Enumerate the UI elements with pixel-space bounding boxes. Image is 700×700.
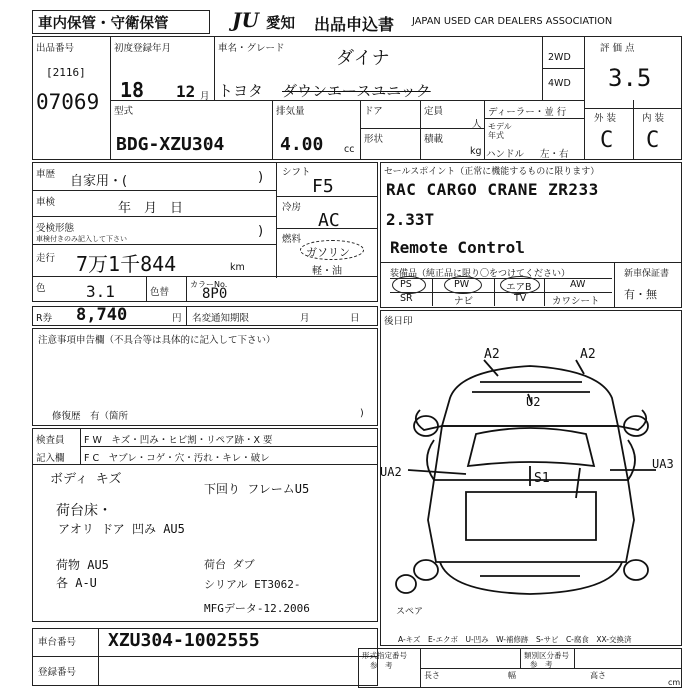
lot-bracket: [2116]	[46, 66, 86, 79]
cm-unit: cm	[668, 678, 681, 687]
door-label: ドア	[364, 106, 383, 117]
selling-point-1: RAC CARGO CRANE ZR233	[386, 180, 599, 199]
color-value: 3.1	[86, 282, 115, 301]
displacement-value: 4.00	[280, 134, 324, 155]
load-unit: kg	[470, 146, 482, 157]
class-no-sub: 参 考	[530, 660, 553, 669]
equip-leather: カワシート	[552, 296, 600, 307]
price-label: R券	[36, 313, 53, 324]
ps-circle	[392, 276, 426, 294]
remark-5: 各 A-U	[56, 576, 97, 590]
color-change-label: 色替	[150, 287, 170, 298]
repair-label: 修復歴 有（箇所	[52, 411, 129, 422]
month-unit: 月	[200, 91, 210, 102]
remark-2: 荷台床・	[56, 503, 112, 519]
equip-ps: PS	[400, 279, 412, 290]
price-value: 8,740	[76, 305, 128, 325]
length-label: 長さ	[424, 671, 440, 680]
association-label: JAPAN USED CAR DEALERS ASSOCIATION	[412, 16, 613, 27]
reg-year: 18	[120, 78, 145, 102]
mark-ua2: UA2	[380, 465, 402, 479]
remark-3: アオリ ドア 凹み AU5	[58, 522, 185, 536]
equip-pw: PW	[454, 279, 470, 290]
remark-6: 下回り フレームU5	[204, 482, 310, 496]
type-label: 型式	[114, 106, 134, 117]
shape-label: 形状	[364, 134, 384, 145]
mileage-value: 7万1千844	[76, 252, 177, 276]
cc-unit: cc	[344, 144, 355, 155]
inspector-label-2: 記入欄	[36, 453, 65, 464]
pw-circle	[444, 276, 482, 294]
chassis-label: 車台番号	[38, 637, 77, 648]
equipment-grid	[390, 278, 612, 306]
form-title: 出品申込書	[314, 15, 395, 34]
lot-number: 07069	[36, 90, 100, 114]
airbag-circle	[500, 276, 540, 294]
received-close: )	[258, 224, 264, 239]
mark-ua3: UA3	[652, 457, 674, 471]
rating-value: 3.5	[608, 64, 652, 92]
inspector-label: 検査員	[36, 435, 65, 446]
interior-grade: C	[646, 128, 660, 153]
inspector-codes-1: F W キズ・凹み・ヒビ割・リペア跡・X 要	[84, 435, 273, 446]
notes-label: 注意事項申告欄（不具合等は具体的に記入して下さい）	[38, 335, 276, 346]
shape-no-sub: 参 考	[370, 661, 393, 670]
warranty-options: 有・無	[624, 288, 657, 301]
remark-9: MFGデータ-12.2006	[204, 602, 310, 615]
equip-aw: AW	[570, 279, 586, 290]
reg-number-label: 登録番号	[38, 667, 77, 678]
reg-month: 12	[176, 82, 196, 101]
color-label: 色	[36, 283, 46, 294]
inspection-value: 年 月 日	[118, 201, 184, 216]
history-close: )	[258, 170, 264, 185]
mileage-unit: km	[230, 262, 245, 273]
equip-airbag: エアB	[506, 282, 532, 293]
received-label: 受検形態	[36, 223, 75, 234]
repair-close: )	[360, 408, 364, 419]
received-note: 車検付きのみ記入して下さい	[36, 235, 127, 243]
warranty-label: 新車保証書	[624, 269, 670, 279]
history-label: 車歴	[36, 169, 56, 180]
model-year-label-2: 年式	[488, 131, 504, 140]
capacity-label: 定員	[424, 106, 444, 117]
type-value: BDG-XZU304	[116, 134, 225, 155]
shift-label: シフト	[282, 167, 311, 178]
ac-value: AC	[318, 210, 340, 231]
class-no-label: 類別区分番号	[524, 651, 569, 660]
maker-name: トヨタ	[218, 82, 264, 100]
equip-sr: SR	[400, 293, 413, 304]
first-reg-label: 初度登録年月	[114, 43, 172, 54]
remark-1: ボディ キズ	[50, 472, 122, 487]
selling-points-label: セールスポイント（正常に機能するものに限ります）	[384, 167, 600, 177]
damage-legend: A-キズ E-エクボ U-凹み W-補修跡 S-サビ C-腐食 XX-交換済	[398, 635, 632, 644]
notice-day: 日	[350, 313, 360, 324]
remark-4: 荷物 AU5	[56, 558, 109, 572]
notice-month: 月	[300, 313, 310, 324]
color-code: 8P0	[202, 286, 228, 302]
inspector-codes-2: F C ヤブレ・コゲ・穴・汚れ・キレ・破レ	[84, 453, 270, 464]
region-label: 愛知	[266, 16, 295, 32]
chassis-value: XZU304-1002555	[108, 630, 260, 651]
drive-4wd: 4WD	[548, 78, 571, 89]
exterior-grade: C	[600, 128, 614, 153]
storage-label: 車内保管・守衛保管	[38, 16, 169, 32]
height-label: 高さ	[590, 671, 606, 680]
model-year-label-1: モデル	[488, 122, 512, 131]
mark-s1: S1	[534, 471, 550, 486]
equip-navi: ナビ	[454, 296, 474, 307]
rating-label: 評 価 点	[600, 43, 635, 54]
history-value: 自家用・(	[70, 174, 128, 189]
drive-2wd: 2WD	[548, 52, 571, 63]
selling-point-3: Remote Control	[390, 238, 525, 257]
handle-options: 左・右	[540, 149, 569, 160]
mark-u2: U2	[526, 395, 541, 409]
fuel-value: ガソリン	[306, 246, 350, 259]
interior-label: 内 装	[642, 113, 665, 124]
mark-a2-right: A2	[580, 347, 596, 362]
mileage-label: 走行	[36, 253, 56, 264]
after-label: 後日印	[384, 316, 413, 327]
equipment-label: 装備品（純正品に限り〇をつけてください）	[390, 269, 571, 279]
model-name: ダイナ	[336, 48, 390, 69]
spare-label: スペア	[396, 607, 424, 617]
selling-point-2: 2.33T	[386, 210, 435, 229]
fuel-label: 燃料	[282, 234, 302, 245]
equip-tv: TV	[514, 293, 527, 304]
price-yen: 円	[172, 313, 182, 324]
remark-7: 荷台 ダブ	[204, 558, 255, 571]
name-grade-label: 車名・グレード	[218, 43, 285, 54]
notice-label: 名変通知期限	[192, 313, 250, 324]
load-label: 積載	[424, 134, 444, 145]
width-label: 幅	[508, 671, 516, 680]
vehicle-diagram	[380, 330, 682, 620]
shape-no-label: 形式指定番号	[362, 651, 407, 660]
ju-logo: JU	[232, 8, 259, 32]
grade-crossed: ダウンエースユニック	[282, 82, 431, 100]
lot-label: 出品番号	[36, 43, 75, 54]
displacement-label: 排気量	[276, 106, 305, 117]
capacity-unit: 人	[472, 119, 482, 130]
fuel-circle	[300, 240, 364, 260]
exterior-label: 外 装	[594, 113, 617, 124]
mark-a2-left: A2	[484, 347, 500, 362]
remark-8: シリアル ET3062-	[204, 578, 301, 591]
color-code-label: カラーNo.	[190, 280, 228, 289]
shift-value: F5	[312, 176, 334, 197]
ac-label: 冷房	[282, 202, 302, 213]
dealer-label: ディーラー・並 行	[488, 107, 567, 118]
inspection-label: 車検	[36, 197, 56, 208]
fuel-options: 軽・油	[312, 266, 342, 277]
handle-label: ハンドル	[486, 149, 525, 160]
